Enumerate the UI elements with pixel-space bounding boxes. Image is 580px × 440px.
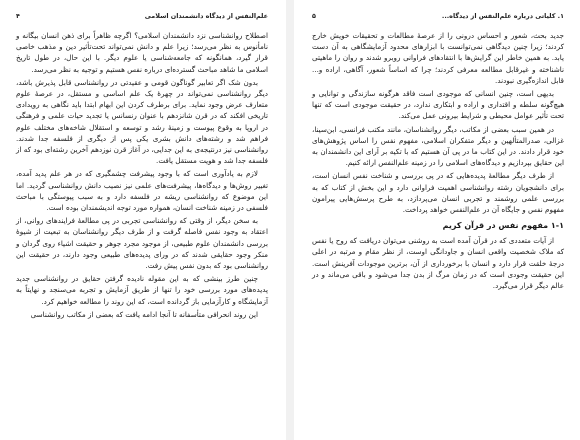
paragraph: از طرف دیگر مطالعهٔ پدیده‌هایی که در پی بررسی و شناخت نفس انسان است، برای دانشجویان رشته روانشناسی اهمیت فراوانی دارد و این بخش از کتاب که به بررسی علمی روشمند و تجربی انسان می‌پردازد، به طرح پرسش‌هایی پیرامون مفهوم نفس و جایگاه آن در علم‌النفس خواهد پرداخت. bbox=[312, 171, 564, 215]
paragraph: اصطلاح روانشناسی نزد دانشمندان اسلامی؟ اگرچه ظاهراً برای ذهن انسان بیگانه و نامأنوس به نظر می‌رسد؛ زیرا علم و دانش نمی‌تواند تحت‌تأثیر دین و مذهب خاصی قرار گیرد، همانگونه که جامعه‌شناسی یا علوم دیگر. با این حال، در طول تاریخ اسلامی ما شاهد مباحث گسترده‌ای درباره نفس هستیم و توجیه به نظر می‌رسد. bbox=[16, 31, 268, 74]
right-page-number: ۵ bbox=[312, 12, 316, 20]
section-heading: ۱-۱ مفهوم نفس در قرآن کریم bbox=[442, 221, 564, 231]
right-page bbox=[294, 0, 580, 440]
paragraph: بدون شک اگر تعابیر گوناگون قومی و عقیدتی در روانشناسی قابل پذیرش باشد، دیگر روانشناسی نمی‌تواند در چهرهٔ یک علم اساسی و مستقل، در عرصهٔ علوم متعارف عرض وجود نماید. برای برطرف کردن این ابهام ابتدا باید نگاهی به رویدادی تاریخی افکند که در قرن شانزدهم با عنوان رنسانس یا تجدید حیات علمی و فرهنگی در اروپا به وقوع پیوست و زمینهٔ رشد و توسعه و استقلال شاخه‌های مختلف علوم فراهم شد و رشته‌های دانش بشری یکی پس از دیگری از فلسفه جدا شدند. روانشناسی نیز درنتیجه‌ی به این جدایی، در آغاز قرن نوزدهم آخرین رشته‌ای بود که از فلسفه جدا شد و هویت مستقل یافت. bbox=[16, 77, 268, 166]
left-page-header bbox=[16, 12, 268, 24]
right-page-header-title: ۱. کلیاتی درباره علم‌النفس از دیدگاه... bbox=[441, 12, 564, 20]
right-page-header bbox=[312, 12, 564, 24]
left-page-body bbox=[16, 30, 268, 320]
paragraph: از آیات متعددی که در قرآن آمده است به روشنی می‌توان دریافت که روح یا نفس که ملاک شخصیت واقعی انسان و جاودانگی اوست، از نظر مقام و مرتبه در اعلی درجهٔ خلقت قرار دارد و انسان با برخورداری از آن، برترین موجودات آفرینش است. این حقیقت وجودی است که در زمان مرگ از بدن جدا می‌شود و باقی می‌ماند و در عالم دیگر قرار می‌گیرد. bbox=[312, 236, 564, 291]
book-gutter bbox=[286, 0, 294, 440]
left-page-header-title: علم‌النفس از دیدگاه دانشمندان اسلامی bbox=[144, 12, 268, 20]
paragraph: لازم به یادآوری است که با وجود پیشرفت چشمگیری که در هر علم پدید آمده، تغییر روش‌ها و دیدگاه‌ها، پیشرفت‌های علمی نیز نصیب دانش روانشناسی گردید. اما این موضوع که روانشناسی ریشه در فلسفه دارد و به سبب پیوستگی با مباحث فلسفی در زمینه شناخت انسان، همواره مورد توجه اندیشمندان بوده است. bbox=[16, 169, 268, 213]
paragraph: در همین سبب بعضی از مکاتب، دیگر روانشناسان، مانند مکتب فرانسی، ابن‌سینا، غزالی، صدرالمتألهین و دیگر متفکران اسلامی، مفهوم نفس را اساس پژوهش‌های خود قرار دادند. در این کتاب ما در پی آن هستیم که با تکیه بر آرای این دانشمندان به این حقایق بپردازیم و دیدگاه‌های اسلامی را در زمینه علم‌النفس ارائه کنیم. bbox=[312, 124, 564, 168]
left-page-number: ۴ bbox=[16, 12, 20, 20]
left-page bbox=[0, 0, 286, 440]
right-page-body bbox=[312, 30, 564, 291]
paragraph: بدیهی است، چنین انسانی که موجودی است فاقد هرگونه سازندگی و توانایی و هیچ‌گونه سلطه و اقتداری و اراده و ابتکاری ندارد، در حقیقت موجودی است که تنها تحت تأثیر عوامل محیطی و شرایط بیرونی عمل می‌کند. bbox=[312, 89, 564, 121]
paragraph: جدید بحث، شعور و احساس درونی را از عرصهٔ مطالعات و تحقیقات خویش خارج کردند؛ زیرا چنین دیدگاهی نمی‌توانست با ابزارهای محدود آزمایشگاهی به آن دست یابد. به همین خاطر این گرایش‌ها با انتقادهای فراوانی روبرو شدند و روان را ماهیتی ناشناخته و غیرقابل مطالعه معرفی کردند؛ چرا که اساساً شعور، آگاهی، اراده و... قابل اندازه‌گیری نبودند. bbox=[312, 31, 564, 85]
paragraph: به سخن دیگر، از وقتی که روانشناسی تجربی در پی مطالعهٔ فرایندهای روانی، از اعتقاد به وجود نفس فاصله گرفت و از طرف دیگر روانشناسان به تبعیت از شیوهٔ بررسی دانشمندان علوم طبیعی، از موجود مجرد جوهر و حقیقت اشیاء روی گردان و منکر وجود حقایقی شدند که در ورای پدیده‌های طبیعی وجود دارند، در حقیقت این روانشناسی بود که بدون نفس پیش رفت. bbox=[16, 216, 268, 271]
paragraph: چنین طرز بینشی که به این مقوله نادیده گرفتن حقایق در روانشناسی جدید پدیده‌های مورد بررسی خود را تنها از طریق آزمایش و تجربه می‌سنجد و نهایتاً به آزمایشگاه و کارآزمایی باز گردانده است، که این روند را مطالعه خواهیم کرد. bbox=[16, 274, 268, 306]
paragraph: این روند انحرافی متأسفانه تا آنجا ادامه یافت که بعضی از مکاتب روانشناسی bbox=[30, 309, 258, 319]
